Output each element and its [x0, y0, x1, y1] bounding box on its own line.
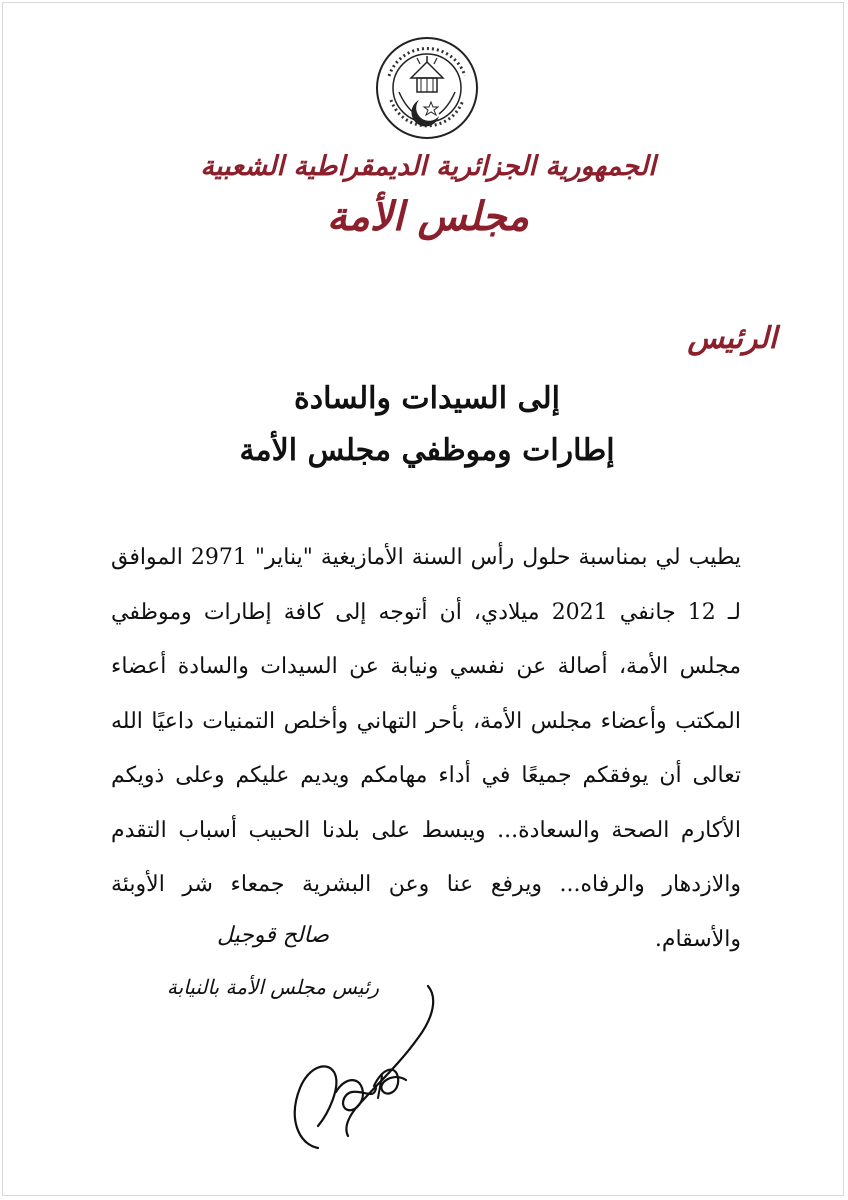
- address-block: [153, 373, 701, 477]
- handwritten-signature: [278, 968, 453, 1158]
- signatory-title: رئيس مجلس الأمة بالنيابة: [166, 975, 380, 999]
- body-paragraph: يطيب لي بمناسبة حلول رأس السنة الأمازيغية "يناير" 2971 الموافق لـ 12 جانفي 2021 ميلادي، أن أتوجه إلى كافة إطارات وموظفي مجلس الأمة، أصالة عن نفسي ونيابة عن السيدات والسادة أعضاء المكتب وأعضاء مجلس الأمة، بأحر التهاني وأخلص التمنيات داعيًا الله تعالى أن يوفقكم جميعًا في أداء مهامكم ويديم عليكم وعلى ذويكم الأكارم الصحة والسعادة... ويبسط على بلدنا الحبيب أسباب التقدم والازدهار والرفاه... ويرفع عنا وعن البشرية جمعاء شر الأوبئة والأسقام.: [111, 545, 741, 952]
- president-label: الرئيس: [687, 321, 777, 356]
- address-line-2: إطارات وموظفي مجلس الأمة: [239, 433, 615, 468]
- council-header: مجلس الأمة: [326, 193, 530, 240]
- address-line-1: إلى السيدات والسادة: [294, 381, 560, 416]
- signatory-name: صالح قوجيل: [216, 923, 330, 948]
- letter-body: [111, 531, 741, 967]
- republic-header: الجمهورية الجزائرية الديمقراطية الشعبية: [200, 151, 656, 182]
- state-seal-icon: [375, 36, 479, 140]
- letter-page: [2, 2, 844, 1196]
